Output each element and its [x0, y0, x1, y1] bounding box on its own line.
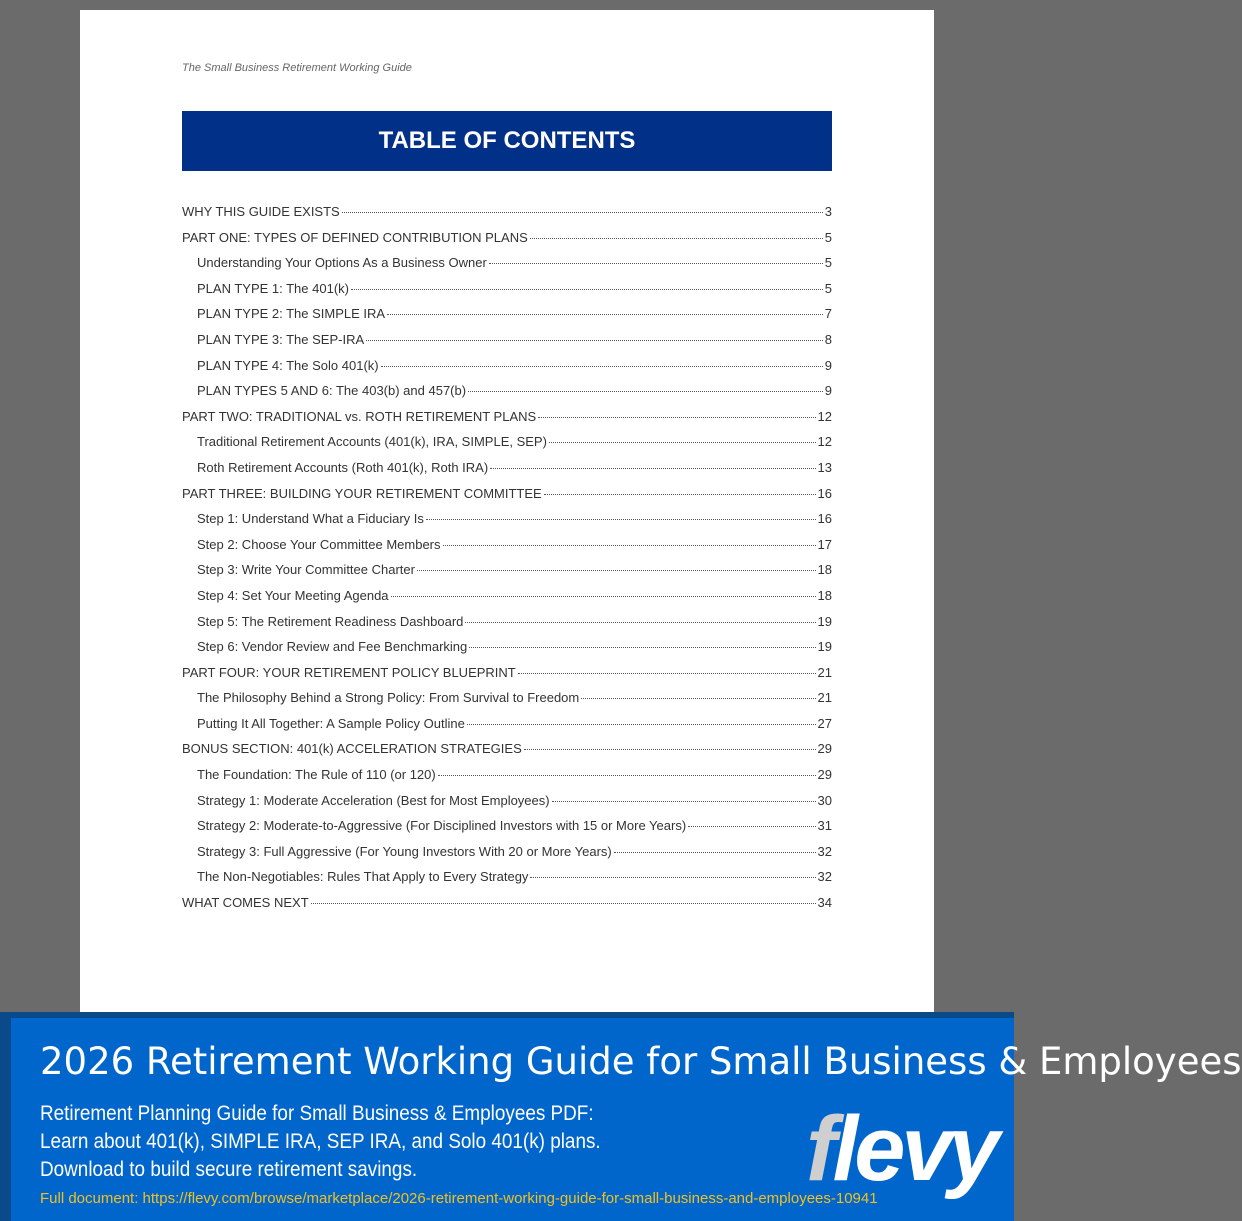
dot-leader [468, 391, 823, 392]
document-page [80, 10, 934, 1020]
dot-leader [552, 801, 816, 802]
dot-leader [469, 647, 815, 648]
toc-entry[interactable] [182, 460, 832, 486]
toc-entry[interactable] [182, 511, 832, 537]
toc-entry[interactable] [182, 332, 832, 358]
dot-leader [417, 570, 816, 571]
toc-entry-page: 12 [817, 408, 832, 424]
toc-entry-page: 30 [817, 792, 832, 808]
toc-entry-page: 32 [817, 843, 832, 859]
toc-entry-page: 27 [817, 715, 832, 731]
toc-entry-page: 9 [824, 357, 832, 373]
dot-leader [443, 545, 816, 546]
toc-entry[interactable] [182, 562, 832, 588]
toc-entry-title: PLAN TYPE 2: The SIMPLE IRA [197, 306, 386, 322]
dot-leader [490, 468, 815, 469]
toc-entry-page: 7 [824, 306, 832, 322]
dot-leader [530, 238, 823, 239]
toc-entry-title: PART TWO: TRADITIONAL vs. ROTH RETIREMENT PLANS [182, 408, 537, 424]
dot-leader [467, 724, 816, 725]
toc-entry[interactable] [182, 306, 832, 332]
toc-entry-page: 16 [817, 511, 832, 527]
toc-entry-page: 16 [817, 485, 832, 501]
toc-entry-title: Strategy 2: Moderate-to-Aggressive (For Disciplined Investors with 15 or More Years) [197, 818, 687, 834]
toc-entry-title: PLAN TYPE 1: The 401(k) [197, 280, 349, 296]
toc-entry-page: 5 [824, 229, 832, 245]
toc-entry-title: The Foundation: The Rule of 110 (or 120) [197, 767, 436, 783]
dot-leader [351, 289, 823, 290]
toc-entry-page: 19 [817, 613, 832, 629]
dot-leader [387, 314, 823, 315]
toc-entry-page: 21 [817, 690, 832, 706]
toc-entry[interactable] [182, 255, 832, 281]
toc-entry[interactable] [182, 793, 832, 819]
toc-entry-title: WHY THIS GUIDE EXISTS [182, 204, 340, 219]
toc-entry-title: PLAN TYPE 4: The Solo 401(k) [197, 357, 379, 373]
toc-entry[interactable] [182, 844, 832, 870]
toc-entry[interactable] [182, 281, 832, 307]
running-header: The Small Business Retirement Working Guide [182, 62, 412, 74]
toc-entry[interactable] [182, 383, 832, 409]
dot-leader [381, 366, 823, 367]
dot-leader [518, 673, 816, 674]
toc-entry-page: 18 [817, 587, 832, 603]
toc-entry[interactable] [182, 665, 832, 691]
toc-entry-title: PLAN TYPES 5 AND 6: The 403(b) and 457(b) [197, 383, 467, 399]
toc-entry[interactable] [182, 230, 832, 256]
toc-entry-page: 21 [817, 664, 832, 680]
table-of-contents [182, 204, 832, 921]
toc-entry-title: Putting It All Together: A Sample Policy Outline [197, 715, 465, 731]
toc-entry-title: Step 3: Write Your Committee Charter [197, 562, 415, 578]
toc-entry[interactable] [182, 358, 832, 384]
toc-entry[interactable] [182, 869, 832, 895]
dot-leader [614, 852, 816, 853]
dot-leader [391, 596, 816, 597]
toc-entry-page: 12 [817, 434, 832, 450]
toc-entry-title: Step 5: The Retirement Readiness Dashboard [197, 613, 464, 629]
dot-leader [438, 775, 816, 776]
toc-entry-title: Step 1: Understand What a Fiduciary Is [197, 511, 424, 527]
toc-entry-page: 31 [817, 818, 832, 834]
dot-leader [489, 263, 823, 264]
toc-entry-page: 34 [817, 895, 832, 911]
toc-entry-page: 9 [824, 383, 832, 399]
toc-entry-title: Roth Retirement Accounts (Roth 401(k), Roth IRA) [197, 459, 489, 475]
toc-entry-page: 19 [817, 639, 832, 655]
toc-entry-title: Step 4: Set Your Meeting Agenda [197, 587, 389, 603]
toc-entry[interactable] [182, 767, 832, 793]
flevy-logo: flevy [806, 1098, 996, 1200]
dot-leader [688, 826, 815, 827]
toc-entry[interactable] [182, 588, 832, 614]
toc-entry-page: 5 [824, 280, 832, 296]
dot-leader [311, 903, 816, 904]
toc-entry[interactable] [182, 741, 832, 767]
toc-entry[interactable] [182, 537, 832, 563]
toc-entry[interactable] [182, 818, 832, 844]
toc-entry-title: BONUS SECTION: 401(k) ACCELERATION STRATEGIES [182, 741, 522, 757]
toc-entry-title: Strategy 3: Full Aggressive (For Young Investors With 20 or More Years) [197, 843, 612, 859]
toc-entry-title: PART ONE: TYPES OF DEFINED CONTRIBUTION PLANS [182, 229, 528, 245]
dot-leader [524, 749, 816, 750]
dot-leader [549, 442, 816, 443]
toc-entry-title: Traditional Retirement Accounts (401(k), IRA, SIMPLE, SEP) [197, 434, 547, 450]
toc-entry-title: PLAN TYPE 3: The SEP-IRA [197, 331, 365, 347]
toc-entry-title: The Philosophy Behind a Strong Policy: From Survival to Freedom [197, 690, 580, 706]
dot-leader [544, 494, 816, 495]
toc-entry-title: Step 6: Vendor Review and Fee Benchmarking [197, 639, 468, 655]
dot-leader [366, 340, 823, 341]
toc-entry-page: 29 [817, 741, 832, 757]
dot-leader [581, 698, 815, 699]
toc-entry[interactable] [182, 639, 832, 665]
toc-entry-title: PART THREE: BUILDING YOUR RETIREMENT COMMITTEE [182, 485, 542, 501]
dot-leader [530, 877, 815, 878]
toc-entry[interactable] [182, 614, 832, 640]
toc-entry-title: Step 2: Choose Your Committee Members [197, 536, 441, 552]
dot-leader [426, 519, 816, 520]
toc-entry-page: 18 [817, 562, 832, 578]
toc-entry-page: 13 [817, 459, 832, 475]
toc-entry-page: 29 [817, 767, 832, 783]
toc-entry-title: PART FOUR: YOUR RETIREMENT POLICY BLUEPRINT [182, 664, 516, 680]
toc-entry[interactable] [182, 716, 832, 742]
toc-entry-page: 5 [824, 255, 832, 271]
toc-entry[interactable] [182, 895, 832, 921]
toc-entry-title: Strategy 1: Moderate Acceleration (Best for Most Employees) [197, 792, 550, 808]
dot-leader [538, 417, 815, 418]
banner-description: Retirement Planning Guide for Small Business & Employees PDF: Learn about 401(k), SIMPLE IRA, SEP IRA, and Solo 401(k) plans. Download to build secure retirement savings. [40, 1102, 601, 1181]
banner-title: 2026 Retirement Working Guide for Small Business & Employees [40, 1040, 1242, 1083]
dot-leader [465, 622, 815, 623]
toc-entry-page: 8 [824, 331, 832, 347]
toc-entry-title: The Non-Negotiables: Rules That Apply to Every Strategy [197, 869, 529, 885]
toc-entry[interactable] [182, 690, 832, 716]
toc-entry-title: Understanding Your Options As a Business Owner [197, 255, 487, 271]
toc-entry[interactable] [182, 409, 832, 435]
full-document-link[interactable]: Full document: https://flevy.com/browse/marketplace/2026-retirement-working-guide-for-small-business-and-employees-10941 [40, 1190, 878, 1207]
toc-entry-page: 17 [817, 536, 832, 552]
toc-entry[interactable] [182, 434, 832, 460]
toc-entry[interactable] [182, 486, 832, 512]
toc-entry-title: WHAT COMES NEXT [182, 895, 309, 911]
promo-banner [0, 1012, 1242, 1221]
toc-title: TABLE OF CONTENTS [182, 111, 832, 171]
dot-leader [342, 212, 823, 213]
toc-entry-page: 3 [824, 204, 832, 219]
toc-entry-page: 32 [817, 869, 832, 885]
toc-entry[interactable] [182, 204, 832, 230]
